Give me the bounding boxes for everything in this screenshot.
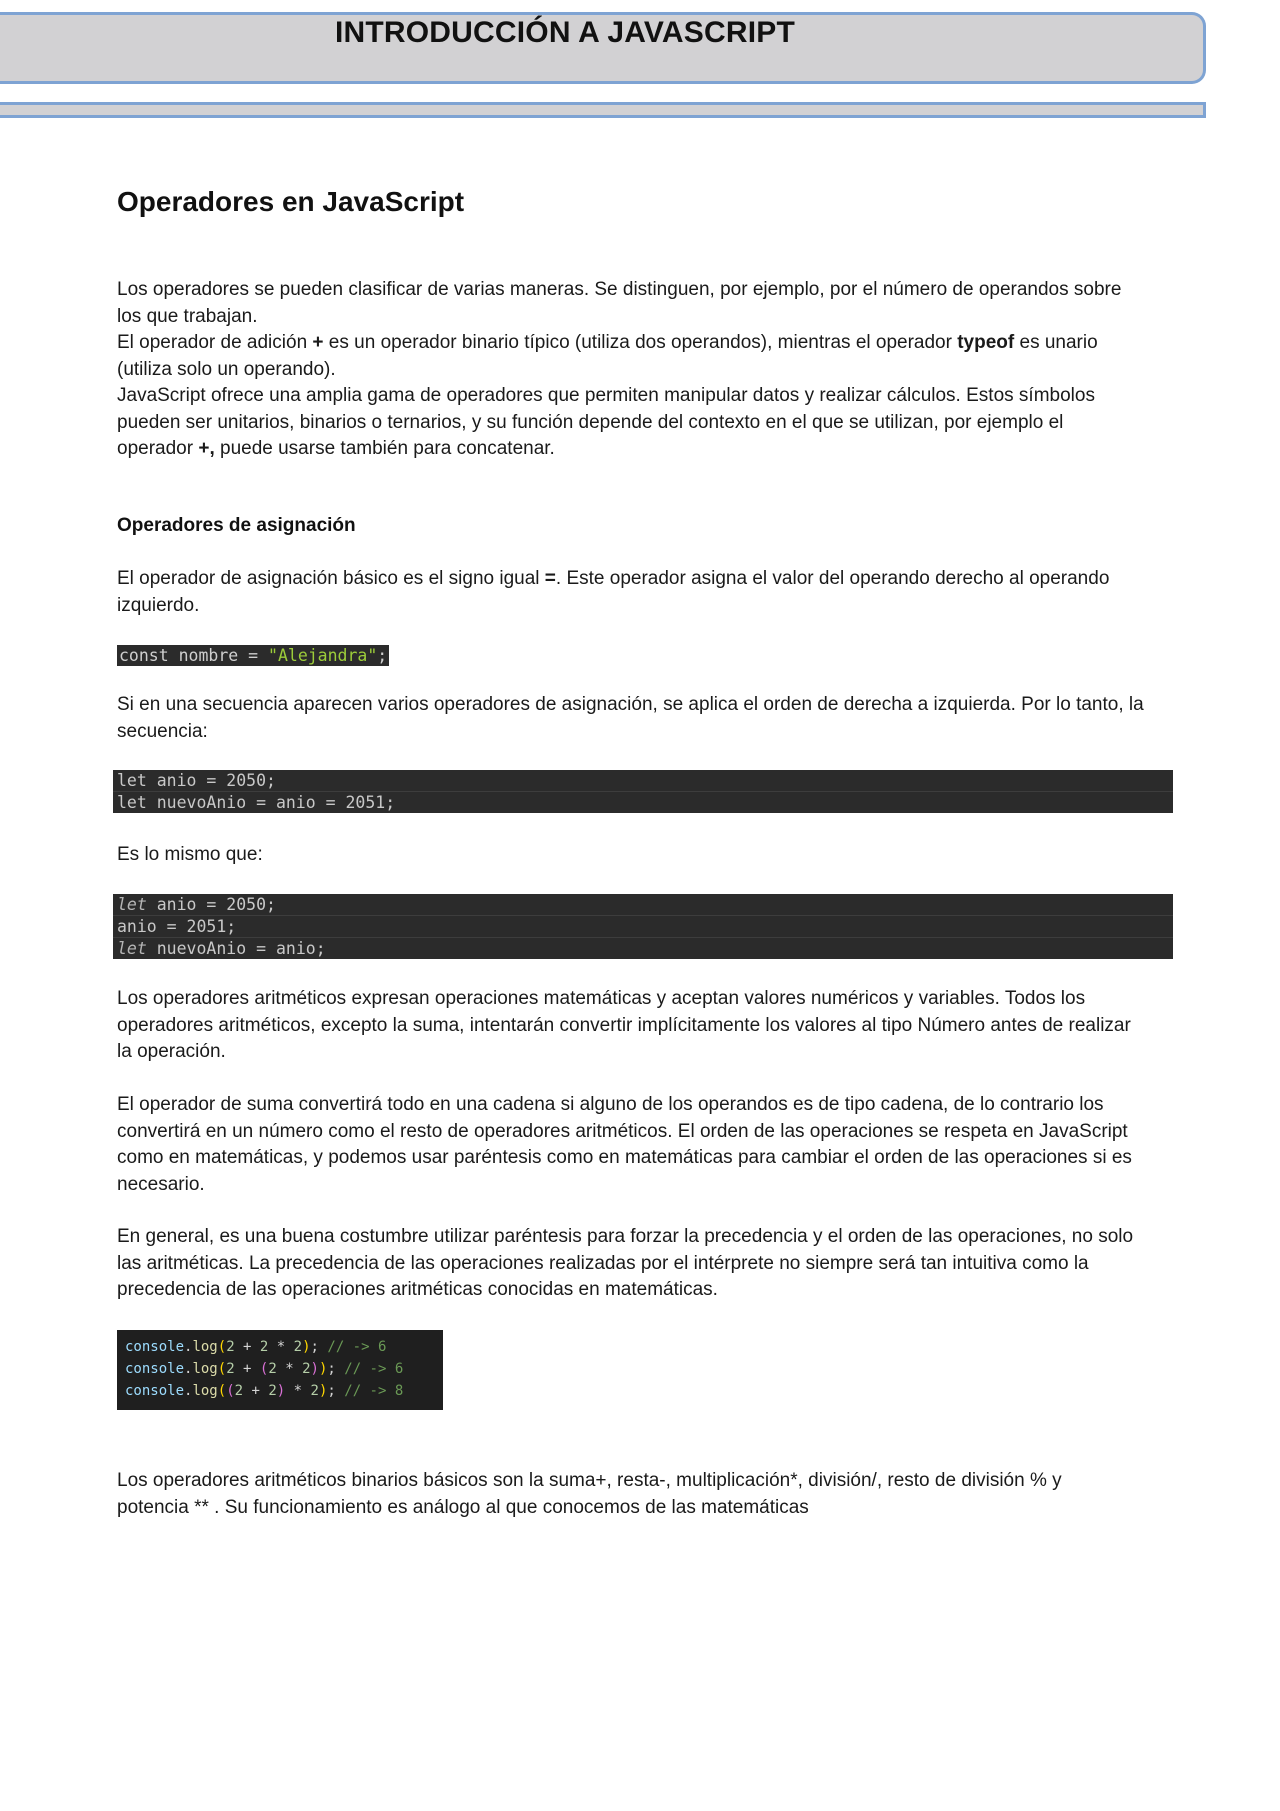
- code-line: let nuevoAnio = anio;: [117, 939, 326, 958]
- intro-paragraph: Los operadores se pueden clasificar de varias maneras. Se distinguen, por ejemplo, por el número de operandos sobre los que trabajan. El operador de adición + es un operador binario típico (utiliza dos operandos), mientras el operador typeof es unario (utiliza solo un operando). JavaScript ofrece una amplia gama de operadores que permiten manipular datos y realizar cálculos. Estos símbolos pueden ser unitarios, binarios o ternarios, y su función depende del contexto en el que se utilizan, por ejemplo el operador +, puede usarse también para concatenar.: [117, 279, 1122, 459]
- section-title: Operadores en JavaScript: [117, 186, 465, 217]
- code-line: console.log(2 + 2 * 2); // -> 6: [125, 1339, 387, 1355]
- subsection-title-assignment: Operadores de asignación: [117, 515, 356, 536]
- console-code-screenshot: [117, 1330, 443, 1410]
- arithmetic-paragraph-4: Los operadores aritméticos binarios básicos son la suma+, resta-, multiplicación*, división/, resto de división % y potencia ** . Su funcionamiento es análogo al que conocemos de las matemáticas: [117, 1470, 1062, 1518]
- arithmetic-paragraph-3: En general, es una buena costumbre utilizar paréntesis para forzar la precedencia y el orden de las operaciones, no solo las aritméticas. La precedencia de las operaciones realizadas por el intérprete no siempre será tan intuitiva como la precedencia de las operaciones aritméticas conocidas en matemáticas.: [117, 1226, 1134, 1300]
- inline-code-snippet: const nombre = "Alejandra";: [119, 646, 388, 665]
- code-line: console.log(2 + (2 * 2)); // -> 6: [125, 1361, 404, 1377]
- code-line: let anio = 2050;: [113, 770, 1173, 792]
- arithmetic-paragraph-1: Los operadores aritméticos expresan operaciones matemáticas y aceptan valores numéricos y variables. Todos los operadores aritméticos, excepto la suma, intentarán convertir implícitamente los valores al tipo Número antes de realizar la operación.: [117, 988, 1131, 1062]
- code-block-equivalent: [113, 894, 1173, 959]
- arithmetic-paragraph-2: El operador de suma convertirá todo en una cadena si alguno de los operandos es de tipo cadena, de lo contrario los convertirá en un número como el resto de operadores aritméticos. El orden de las operaciones se respeta en JavaScript como en matemáticas, y podemos usar paréntesis como en matemáticas para cambiar el orden de las operaciones si es necesario.: [117, 1094, 1132, 1195]
- code-line: console.log((2 + 2) * 2); // -> 8: [125, 1383, 404, 1399]
- code-line: anio = 2051;: [113, 916, 1173, 938]
- same-as-text: Es lo mismo que:: [117, 844, 263, 865]
- assignment-paragraph: El operador de asignación básico es el signo igual =. Este operador asigna el valor del operando derecho al operando izquierdo.: [117, 568, 1110, 616]
- document-title: INTRODUCCIÓN A JAVASCRIPT: [334, 16, 795, 49]
- header-divider: [0, 102, 1206, 118]
- code-block-sequence: [113, 770, 1173, 813]
- code-line: let anio = 2050;: [113, 894, 1173, 916]
- sequence-paragraph: Si en una secuencia aparecen varios operadores de asignación, se aplica el orden de derecha a izquierda. Por lo tanto, la secuencia:: [117, 694, 1144, 742]
- code-line: let nuevoAnio = anio = 2051;: [117, 793, 396, 812]
